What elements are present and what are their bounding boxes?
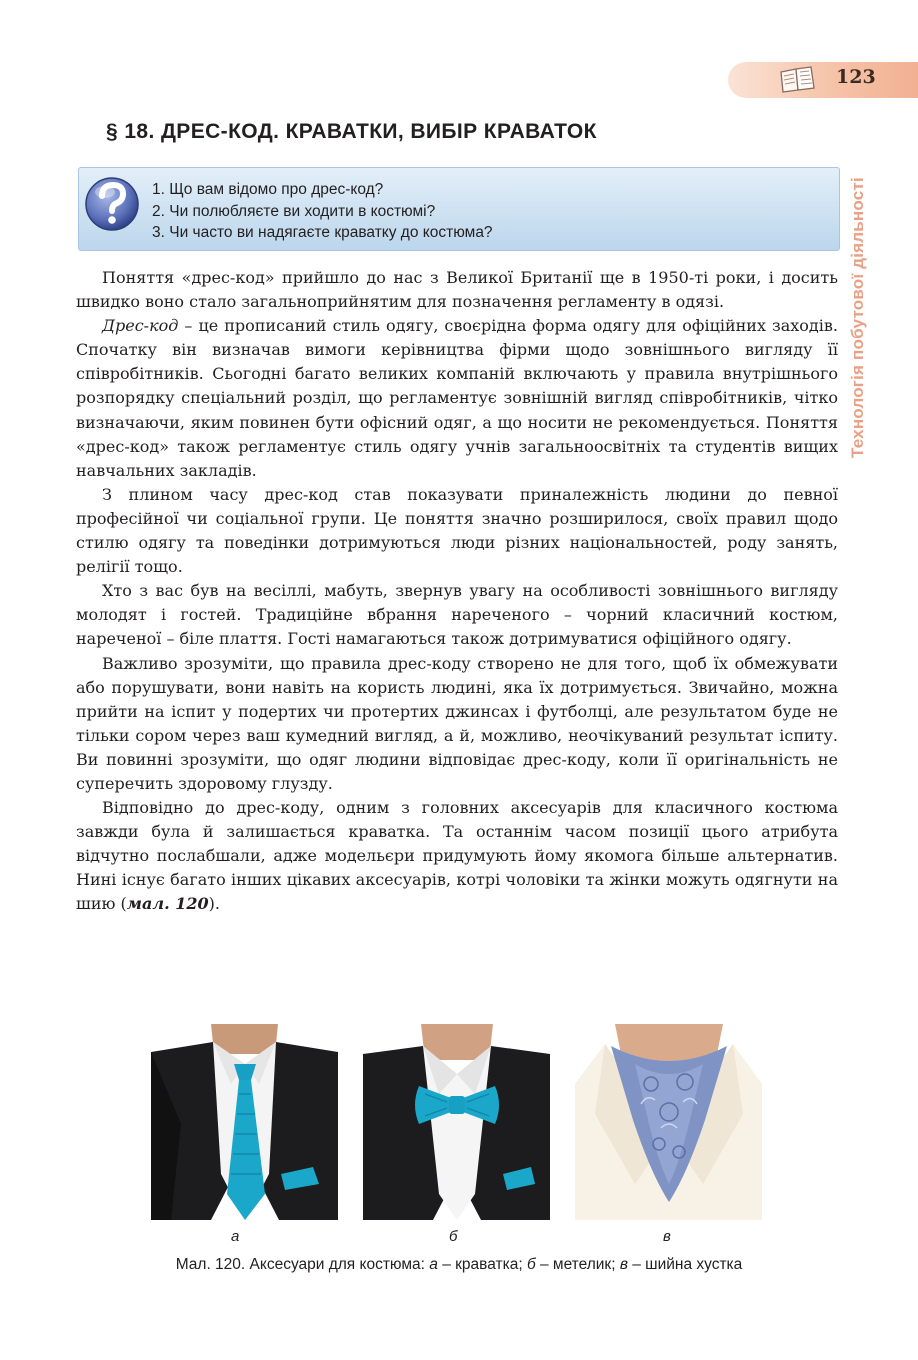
paragraph-text: ). xyxy=(208,894,220,914)
caption-text: – шийна хустка xyxy=(627,1256,743,1273)
body-text xyxy=(76,266,838,917)
caption-letter: в xyxy=(619,1256,628,1273)
paragraph xyxy=(76,314,838,483)
page-number: 123 xyxy=(836,66,876,88)
figure-label: в xyxy=(663,1228,671,1245)
side-heading: Технологія побутової діяльності xyxy=(848,177,867,458)
question-item: 2. Чи полюбляєте ви ходити в костюмі? xyxy=(152,202,436,220)
term: Дрес-код xyxy=(102,316,179,336)
question-list xyxy=(152,179,493,244)
caption-letter: б xyxy=(526,1256,536,1273)
figure-caption xyxy=(0,1256,918,1274)
question-mark-icon xyxy=(83,174,141,232)
figure-necktie-image xyxy=(151,1024,338,1220)
page-number-tab xyxy=(728,62,918,98)
question-item: 3. Чи часто ви надягаєте краватку до костюма? xyxy=(152,224,493,241)
caption-letter: а xyxy=(429,1256,438,1273)
caption-text: – краватка; xyxy=(437,1256,527,1273)
section-title: § 18. ДРЕС-КОД. КРАВАТКИ, ВИБІР КРАВАТОК xyxy=(106,120,597,143)
paragraph xyxy=(76,796,838,916)
caption-text: – метелик; xyxy=(535,1256,620,1273)
paragraph: Важливо зрозуміти, що правила дрес-коду створено не для того, щоб їх обмежувати або порушувати, вони навіть на користь людині, яка їх дотримується. Звичайно, можна прийти на іспит у подертих чи протертих джинсах і футболці, але результатом буде не тільки сором через ваш кумедний вигляд, а й, можливо, неочікуваний результат іспиту. Ви повинні зрозуміти, що одяг людини відповідає дрес-коду, коли її оригінальність не суперечить здоровому глузду. xyxy=(76,653,838,793)
figure-label: б xyxy=(449,1228,458,1245)
figure-bowtie-image xyxy=(363,1024,550,1220)
figure-reference: мал. 120 xyxy=(126,894,209,914)
question-item: 1. Що вам відомо про дрес-код? xyxy=(152,181,384,198)
paragraph-text: Відповідно до дрес-коду, одним з головних аксесуарів для класичного костюма завжди була й залишається краватка. Та останнім часом позиції цього атрибута відчутно послабшали, адже модельєри придумують йому якомога більше альтернатив. Нині існує багато інших цікавих аксесуарів, котрі чоловіки та жінки можуть одягнути на шию ( xyxy=(76,798,838,914)
paragraph: Поняття «дрес-код» прийшло до нас з Великої Британії ще в 1950-ті роки, і досить швидко воно стало загальноприйнятим для позначення регламенту в одязі. xyxy=(76,268,838,312)
paragraph-text: – це прописаний стиль одягу, своєрідна форма одягу для офіційних заходів. Спочатку він визначав вимоги керівництва фірми щодо зовнішнього вигляду її співробітників. Сьогодні багато великих компаній включають у правила внутрішнього розпорядку спеціальний розділ, що регламентує зовнішній вигляд співробітників, чітко визначаючи, яким повинен бути офісний одяг, а що носити не рекомендується. Поняття «дрес-код» також регламентує стиль одягу учнів загальноосвітніх та студентів вищих навчальних закладів. xyxy=(76,316,838,480)
caption-prefix: Мал. 120. Аксесуари для костюма: xyxy=(175,1256,430,1273)
book-icon xyxy=(778,66,818,94)
paragraph: З плином часу дрес-код став показувати приналежність людини до певної професійної чи соціальної групи. Це поняття значно розширилося, своїх правил щодо стилю одягу та поведінки дотримуються люди різних національностей, роду занять, релігії тощо. xyxy=(76,484,838,577)
paragraph: Хто з вас був на весіллі, мабуть, звернув увагу на особливості зовнішнього вигляду молодят і гостей. Традиційне вбрання нареченого – чорний класичний костюм, нареченої – біле плаття. Гості намагаються також дотримуватися офіційного одягу. xyxy=(76,581,838,649)
figure-label: а xyxy=(231,1228,240,1245)
figure-cravat-image xyxy=(575,1024,762,1220)
